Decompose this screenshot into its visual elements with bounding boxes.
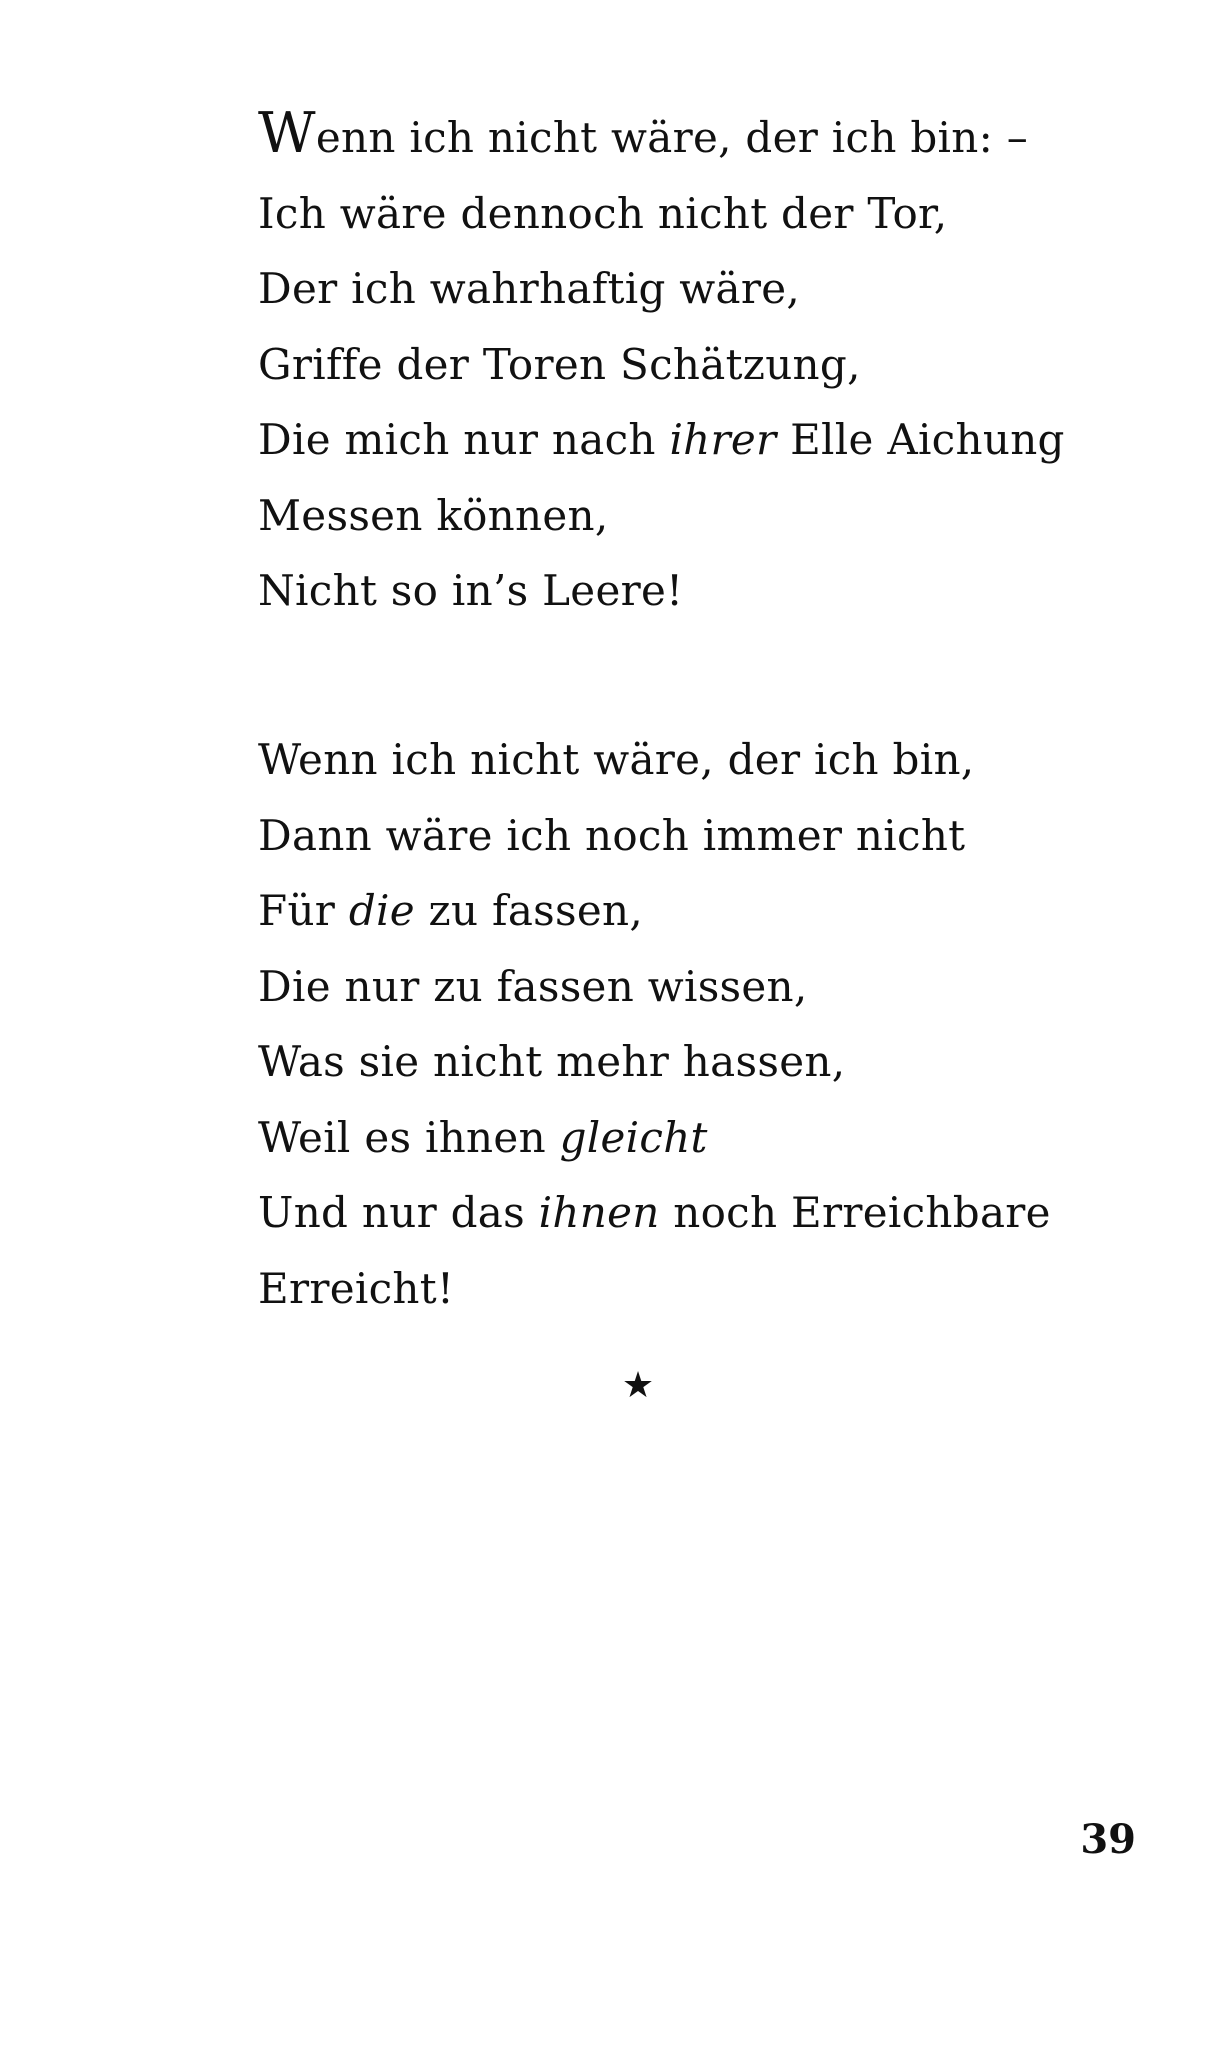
poem-line: Die nur zu fassen wissen, xyxy=(258,961,808,1011)
poem-line: Griffe der Toren Schätzung, xyxy=(258,339,861,389)
stanza-1 xyxy=(258,100,1138,629)
poem-line: Was sie nicht mehr hassen, xyxy=(258,1037,846,1086)
stanza-2 xyxy=(258,722,1138,1326)
poem-line xyxy=(258,402,1138,478)
line-text: enn ich nicht wäre, der ich bin: – xyxy=(315,113,1029,162)
line-text: Die mich nur nach xyxy=(258,415,670,464)
poem-line xyxy=(258,1175,1138,1251)
emphasis: gleicht xyxy=(559,1112,708,1162)
line-text: Elle Aichung xyxy=(776,415,1065,464)
emphasis: ihnen xyxy=(538,1188,660,1237)
page-number: 39 xyxy=(1080,1816,1136,1863)
poem-line xyxy=(258,873,1138,949)
poem-line: Dann wäre ich noch immer nicht xyxy=(258,810,966,860)
poem-line: Erreicht! xyxy=(258,1263,455,1313)
emphasis: die xyxy=(348,886,415,935)
star-icon: ★ xyxy=(621,1365,655,1406)
line-text: Und nur das xyxy=(258,1188,539,1237)
poem-line xyxy=(258,1100,1138,1176)
line-text: Für xyxy=(258,886,349,935)
line-text: zu fassen, xyxy=(414,886,644,935)
section-divider xyxy=(0,1365,1224,1406)
line-text: Weil es ihnen xyxy=(258,1112,560,1162)
line-text: noch Erreichbare xyxy=(659,1188,1051,1237)
poem-line xyxy=(258,100,1138,176)
drop-initial: W xyxy=(258,101,316,166)
emphasis: ihrer xyxy=(669,415,777,464)
poem-line: Messen können, xyxy=(258,490,609,540)
poem-line: Ich wäre dennoch nicht der Tor, xyxy=(258,188,948,238)
poem-line: Nicht so in’s Leere! xyxy=(258,566,684,615)
poem-line: Wenn ich nicht wäre, der ich bin, xyxy=(258,735,975,784)
poem-line: Der ich wahrhaftig wäre, xyxy=(258,264,801,313)
